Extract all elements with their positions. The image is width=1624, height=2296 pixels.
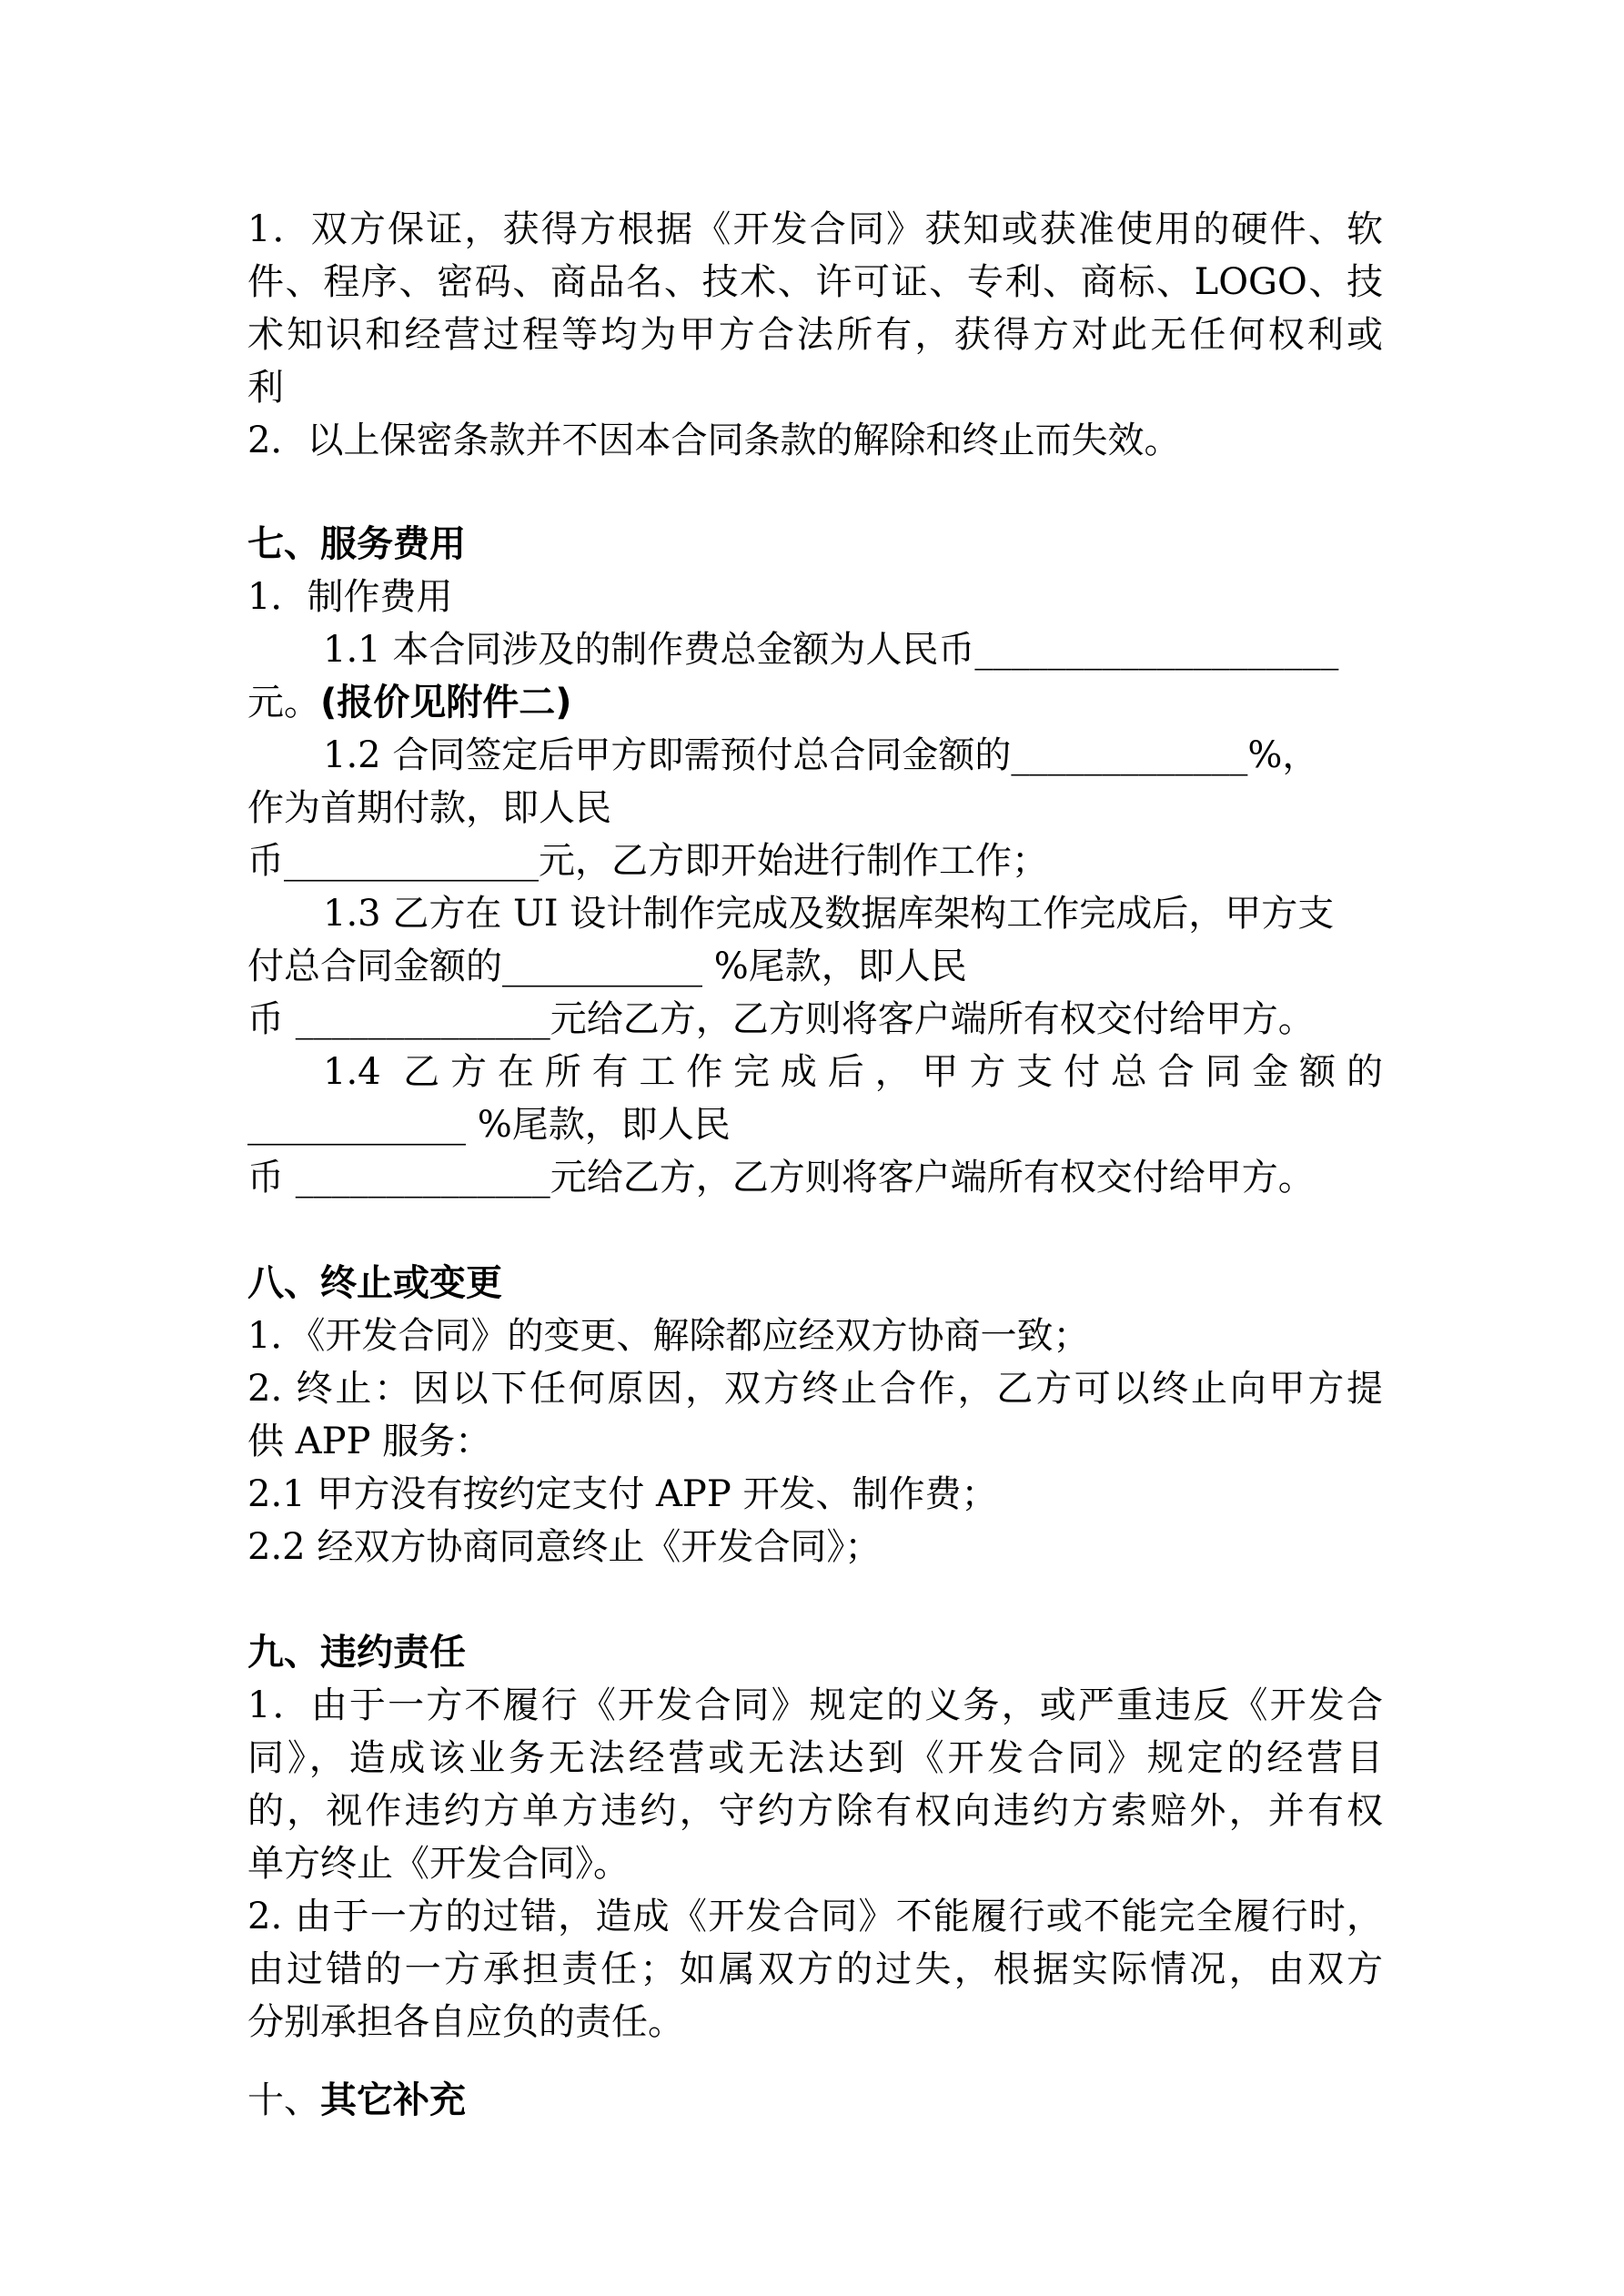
sec7-1-2-line1: 1.2 合同签定后甲方即需预付总合同金额的_____________%， (323, 734, 1319, 776)
sec9-p1-line3: 的，视作违约方单方违约，守约方除有权向违约方索赔外，并有权 (247, 1790, 1383, 1832)
sec8-line22: 2.2 经双方协商同意终止《开发合同》； (247, 1526, 882, 1568)
sec7-1-2-line2: 作为首期付款，即人民 (247, 787, 611, 829)
sec10-title: 其它补充 (320, 2079, 466, 2121)
sec7-1-1-line1: 1.1 本合同涉及的制作费总金额为人民币____________________ (323, 629, 1339, 671)
sec6-p1-line3: 术知识和经营过程等均为甲方合法所有，获得方对此无任何权利或 (247, 314, 1383, 356)
sec8-line21: 2.1 甲方没有按约定支付 APP 开发、制作费； (247, 1473, 998, 1515)
sec9-p1-line2: 同》，造成该业务无法经营或无法达到《开发合同》规定的经营目 (247, 1737, 1383, 1779)
sec7-1-3-line1: 1.3 乙方在 UI 设计制作完成及数据库架构工作完成后，甲方支 (323, 893, 1335, 935)
sec8-line2a: 2. 终止：因以下任何原因，双方终止合作，乙方可以终止向甲方提 (247, 1368, 1383, 1410)
sec7-title: 七、服务费用 (247, 523, 466, 565)
sec6-p1-line2: 件、程序、密码、商品名、技术、许可证、专利、商标、LOGO、技 (247, 261, 1383, 303)
sec9-p2-line3: 分别承担各自应负的责任。 (247, 2001, 684, 2043)
sec7-1-4-line1: 1.4 乙方在所有工作完成后，甲方支付总合同金额的 (323, 1051, 1383, 1093)
sec9-p1-line4: 单方终止《开发合同》。 (247, 1843, 630, 1885)
sec8-line1: 1．《开发合同》的变更、解除都应经双方协商一致； (247, 1315, 1090, 1357)
sec7-1-1-line2 (247, 684, 572, 721)
sec10-number: 十、 (247, 2079, 320, 2121)
sec9-p2-line2: 由过错的一方承担责任；如属双方的过失，根据实际情况，由双方 (247, 1948, 1383, 1990)
sec7-item1: 1．制作费用 (247, 576, 453, 618)
sec8-line2b: 供 APP 服务： (247, 1421, 492, 1462)
sec10-heading (247, 2079, 466, 2121)
sec8-title: 八、终止或变更 (247, 1262, 502, 1304)
sec6-p1-line1: 1．双方保证，获得方根据《开发合同》获知或获准使用的硬件、软 (247, 208, 1383, 250)
sec7-1-4-line3: 币 ______________元给乙方，乙方则将客户端所有权交付给甲方。 (247, 1157, 1315, 1199)
sec7-1-1-quote-note: (报价见附件二) (320, 682, 572, 723)
sec7-1-2-line3: 币______________元，乙方即开始进行制作工作； (247, 840, 1048, 882)
sec9-title: 九、违约责任 (247, 1632, 466, 1674)
sec9-p2-line1: 2. 由于一方的过错，造成《开发合同》不能履行或不能完全履行时， (247, 1896, 1383, 1937)
sec9-p1-line1: 1．由于一方不履行《开发合同》规定的义务，或严重违反《开发合 (247, 1684, 1383, 1726)
sec7-1-1-unit: 元。 (247, 682, 320, 723)
sec7-1-3-line3: 币 ______________元给乙方，乙方则将客户端所有权交付给甲方。 (247, 998, 1315, 1040)
sec7-1-3-line2: 付总合同金额的___________ %尾款，即人民 (247, 946, 967, 987)
sec6-p1-line4: 利 (247, 367, 284, 409)
sec7-1-4-line2: ____________ %尾款，即人民 (247, 1104, 731, 1146)
sec6-p2: 2．以上保密条款并不因本合同条款的解除和终止而失效。 (247, 420, 1181, 461)
